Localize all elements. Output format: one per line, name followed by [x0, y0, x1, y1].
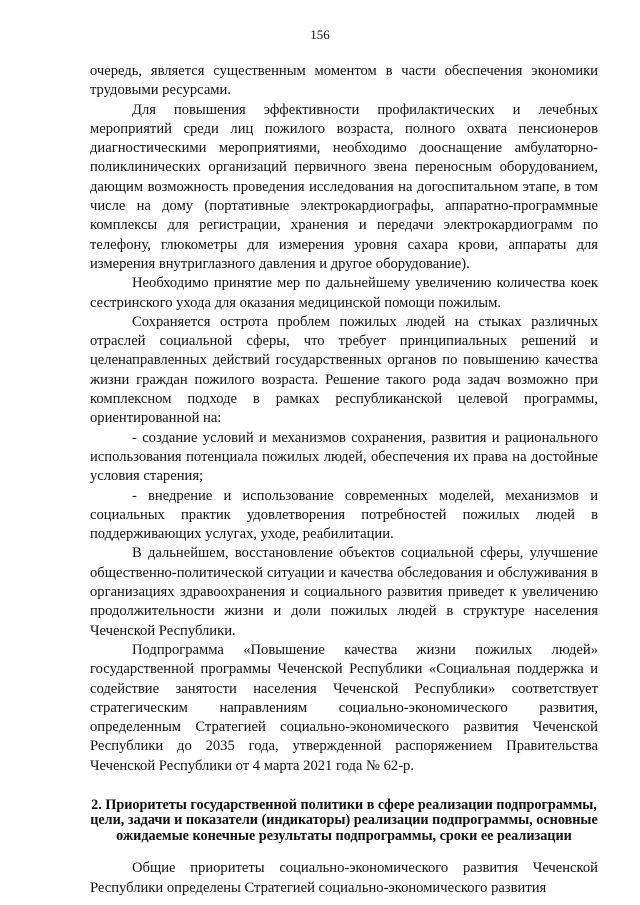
section-heading: 2. Приоритеты государственной политики в сфере реализации подпрограммы, цели, задачи и показатели (индикаторы) реализации подпрограммы, основные ожидаемые конечные результаты подпрограммы, сроки ее реализации	[90, 796, 598, 844]
paragraph-subprogram: Подпрограмма «Повышение качества жизни пожилых людей» государственной программы Чеченской Республики «Социальная поддержка и содействие занятости населения Чеченской Республики» соответствует стратегическим направлениям социально-экономического развития, определенным Стратегией социально-экономического развития Чеченской Республики до 2035 года, утвержденной распоряжением Правительства Чеченской Республики от 4 марта 2021 года № 62-р.	[90, 641, 598, 774]
paragraph-nursing-beds: Необходимо принятие мер по дальнейшему увеличению количества коек сестринского ухода для оказания медицинской помощи пожилым.	[90, 275, 598, 311]
paragraph-problems: Сохраняется острота проблем пожилых людей на стыках различных отраслей социальной сферы, что требует принципиальных решений и целенаправленных действий государственных органов по повышению качества жизни граждан пожилого возраста. Решение такого рода задач возможно при комплексном подходе в рамках республиканской целевой программы, ориентированной на:	[90, 313, 598, 427]
list-item-practices: - внедрение и использование современных моделей, механизмов и социальных практик удовлетворения потребностей пожилых людей в поддерживающих услугах, уходе, реабилитации.	[90, 487, 598, 543]
paragraph-priorities: Общие приоритеты социально-экономического развития Чеченской Республики определены Стратегией социально-экономического развития	[90, 860, 598, 896]
paragraph-restoration: В дальнейшем, восстановление объектов социальной сферы, улучшение общественно-политической ситуации и качества обследования и обслуживания в организациях здравоохранения и социального развития приведет к увеличению продолжительности жизни и доли пожилых людей в структуре населения Чеченской Республики.	[90, 545, 598, 639]
page-number: 156	[310, 27, 330, 42]
document-body	[90, 62, 598, 898]
paragraph-diagnostics: Для повышения эффективности профилактических и лечебных мероприятий среди лиц пожилого возраста, полного охвата пенсионеров диагностическими мероприятиями, необходимо дооснащение амбулаторно-поликлинических организаций первичного звена переносным оборудованием, дающим возможность проведения исследования на догоспитальном этапе, в том числе на дому (портативные электрокардиографы, аппаратно-программные комплексы для регистрации, хранения и передачи электрокардиограмм по телефону, глюкометры для измерения уровня сахара крови, аппараты для измерения внутриглазного давления и другое оборудование).	[90, 101, 598, 272]
list-item-conditions: - создание условий и механизмов сохранения, развития и рационального использования потенциала пожилых людей, обеспечения их права на достойные условия старения;	[90, 429, 598, 485]
paragraph-continuation: очередь, является существенным моментом в части обеспечения экономики трудовыми ресурсами.	[90, 63, 598, 99]
